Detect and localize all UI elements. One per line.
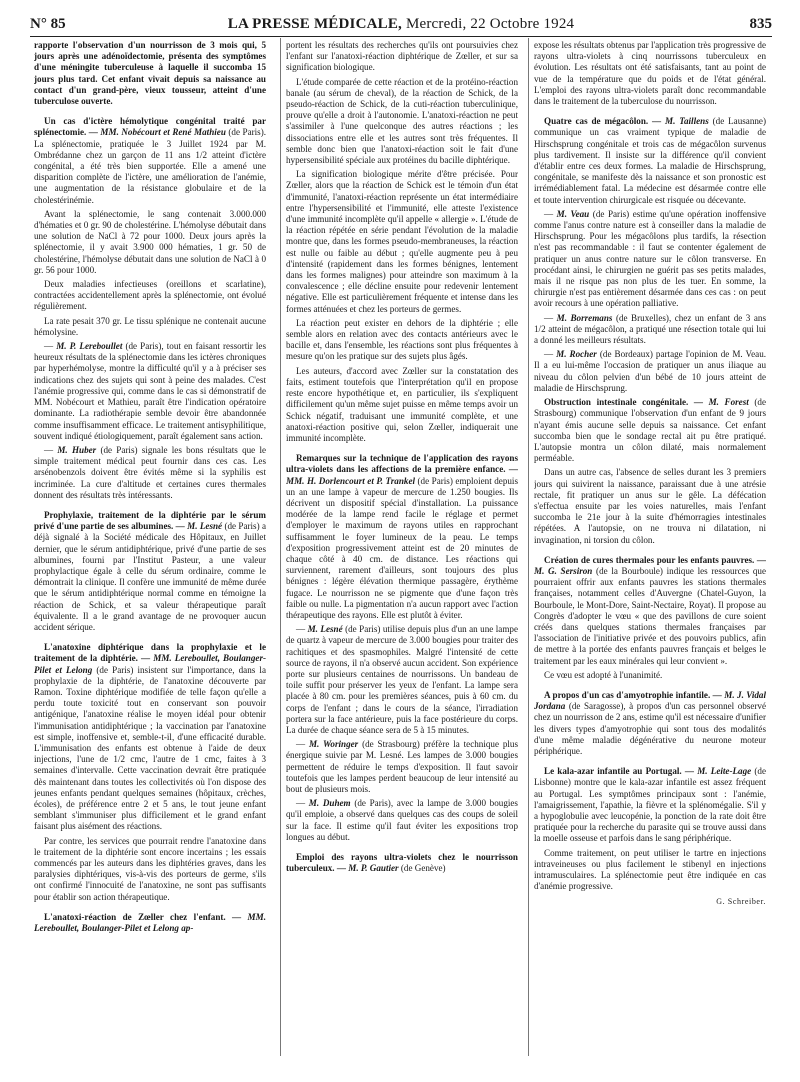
paragraph: — M. Woringer (de Strasbourg) préfère la technique plus énergique suivie par M. Lesné. Les lampes de 3.000 bougies permettent de réduire le temps d'exposition. Il faut savoir toutefois que les lampes perdent beaucoup de leur intensité au bout de plusieurs mois.	[286, 739, 518, 794]
journal-name: LA PRESSE MÉDICALE,	[227, 16, 403, 32]
section-kala-azar	[534, 766, 766, 844]
section-body: (de Paris) a déjà signalé à la Société médicale des Hôpitaux, en Juillet dernier, que le sérum antidiphtérique, privé d'une partie de ses albumines, fourni par l'Institut Pasteur, a une valeur prophylactique égale à celle du sérum ordinaire, comme le démontrait la clinique. Il confère une immunité de même durée que le sérum antidiphtérique normal comme en témoigne la réaction de Schick, et sa valeur thérapeutique paraît équivalente. Il a le grand avantage de ne provoquer aucun accident sérique.	[34, 521, 266, 632]
paragraph: portent les résultats des recherches qu'ils ont poursuivies chez l'enfant sur l'anatoxi-réaction diphtérique de Zœller, et sur sa signification biologique.	[286, 40, 518, 73]
paragraph: Les auteurs, d'accord avec Zœller sur la constatation des faits, estiment toutefois que l'interprétation qu'il en propose reste encore hypothétique et, en particulier, ils s'expliquent difficilement qu'un même sujet puisse en même temps avoir un Schick négatif, traduisant une immunité complète, et une anatoxi-réaction positive qui, selon Zœller, indiquerait une immunité incomplète.	[286, 365, 518, 443]
paragraph-body: (de Strasbourg) préfère la technique plus énergique suivie par M. Lesné. Les lampes de 3.000 bougies permettent de réduire le temps d'exposition. Il faut savoir toutefois que les lampes perdent beaucoup de leur intensité au bout de plusieurs mois.	[286, 739, 518, 794]
issue-number: N° 85	[30, 16, 66, 32]
paragraph: L'étude comparée de cette réaction et de la protéino-réaction banale (au sérum de cheval), de la réaction de Schick, de la pseudo-réaction de Schick, de la cuti-réaction tuberculinique, prouve qu'elle a droit à l'autonomie. L'anatoxi-réaction ne peut s'assimiler à l'une quelconque des autres réactions ; les dissociations entre elle et les autres sont très fréquentes. Il semble donc bien que l'anatoxi-réaction soit le fait d'une hypersensibilité spéciale aux protéines du bacille diphtérique.	[286, 76, 518, 166]
author-name: M. Lesné	[307, 624, 343, 635]
paragraph: Par contre, les services que pourrait rendre l'anatoxine dans le traitement de la diphtérie sont encore incertains ; les essais commencés par les auteurs dans les diphtéries graves, dans les paralysies diphtériques, vis-à-vis des porteurs de germe, s'ils ont confirmé l'innocuité de l'anatoxine, ne sont pas suffisants pour établir son action thérapeutique.	[34, 835, 266, 902]
paragraph-body: (de Bruxelles), chez un enfant de 3 ans 1/2 atteint de mégacôlon, a pratiqué une résection totale qui lui a donné les meilleurs résultats.	[534, 312, 766, 346]
paragraph: — M. Rocher (de Bordeaux) partage l'opinion de M. Veau. Il a eu lui-même l'occasion de pratiquer un anus iliaque au niveau du côlon pelvien d'un bébé de 10 jours atteint de maladie de Hirschsprung.	[534, 349, 766, 393]
page-number: 835	[749, 16, 772, 32]
paragraph: La réaction peut exister en dehors de la diphtérie ; elle semble alors en relation avec des contacts antérieurs avec le bacille et, dans l'ensemble, les réactions sont plus fréquentes à mesure qu'on les pratique sur des sujets plus âgés.	[286, 317, 518, 362]
paragraph: — M. Borremans (de Bruxelles), chez un enfant de 3 ans 1/2 atteint de mégacôlon, a pratiqué une résection totale qui lui a donné les meilleurs résultats.	[534, 312, 766, 346]
author-name: M. Borremans	[556, 312, 613, 323]
column-2	[286, 40, 518, 1060]
paragraph: — M. Lesné (de Paris) utilise depuis plus d'un an une lampe de quartz à vapeur de mercure de 3.000 bougies pour traiter des rachitiques et des spasmophiles. Malgré l'intensité de cette source de rayons, il n'a observé aucun accident. Son expérience porte sur plusieurs centaines de nourrissons. Un bandeau de toile suffit pour préserver les yeux de l'enfant. La lampe sera placée à 80 cm. pour les premières séances, puis à 60 cm. du corps de l'enfant ; dans le cours de la séance, l'irradiation portera sur la face antérieure, puis la face postérieure du corps. La durée de chaque séance sera de 5 à 15 minutes.	[286, 624, 518, 735]
paragraph-body: (de Paris), avec la lampe de 3.000 bougies qu'il emploie, a observé dans quelques cas des coups de soleil sur la face. Il estime qu'il faut éviter les expositions trop longues au début.	[286, 798, 518, 842]
section-title: Prophylaxie, traitement de la diphtérie par le sérum privé d'une partie de ses albumines. —	[34, 509, 266, 532]
author-name: M. P. Lereboullet	[56, 341, 123, 352]
section-body: (de Lausanne) communique un cas vraiment typique de maladie de Hirschsprung congénitale et trois cas de mégacôlon survenus plus tardivement. Il insiste sur la différence qu'il convient d'établir entre ces deux formes. La maladie de Hirschsprung, congénitale, se manifeste dès la naissance et son pronostic est irrémédiablement fatal. La médecine est désarmée contre elle et toute intervention chirurgicale est risquée ou décevante.	[534, 116, 766, 205]
section-authors: MM. Lereboullet, Boulanger-Pilet et Lelong	[34, 653, 266, 675]
paragraph: Ce vœu est adopté à l'unanimité.	[544, 669, 663, 680]
section-title: L'anatoxi-réaction de Zœller chez l'enfant. —	[44, 911, 242, 922]
section-ultra-violets	[286, 453, 518, 621]
paragraph-body: (de Paris) utilise depuis plus d'un an une lampe de quartz à vapeur de mercure de 3.000 bougies pour traiter des rachitiques et des spasmophiles. Malgré l'intensité de cette source de rayons, il n'a observé aucun accident. Son expérience porte sur plusieurs centaines de nourrissons. Un bandeau de toile suffit pour préserver les yeux de l'enfant. La lampe sera placée à 80 cm. pour les premières séances, puis à 60 cm. du corps de l'enfant ; dans le cours de la séance, l'irradiation portera sur la face antérieure, puis la face postérieure du corps. La durée de chaque séance sera de 5 à 15 minutes.	[286, 624, 518, 735]
section-authors: M. Lesné	[187, 521, 223, 532]
section-title: L'anatoxine diphtérique dans la prophylaxie et le traitement de la diphtérie. —	[34, 642, 266, 664]
paragraph: La rate pesait 370 gr. Le tissu splénique ne contenait aucune hémolysine.	[34, 315, 266, 337]
section-cures-thermales	[534, 555, 766, 667]
section-title: Obstruction intestinale congénitale. —	[544, 397, 703, 408]
section-title: Le kala-azar infantile au Portugal. —	[544, 766, 694, 777]
section-anatoxi-reaction	[34, 912, 266, 934]
author-name: M. Veau	[556, 208, 590, 219]
section-authors: M. J. Vidal Jordana	[534, 689, 766, 712]
section-anatoxine	[34, 642, 266, 832]
author-name: M. Rocher	[556, 349, 597, 360]
signature: G. Schreiber.	[716, 897, 766, 907]
section-amyotrophie	[534, 690, 766, 757]
section-body: (de Paris) insistent sur l'importance, dans la prophylaxie de la diphtérie, de l'anatoxine découverte par Ramon. Toxine diphtérique modifiée de telle façon qu'elle a perdu toute toxicité tout en conservant son pouvoir antigénique, l'anatoxine réalise le moyen idéal pour obtenir l'immunisation antidiphtérique ; la vaccination par l'anatoxine est simple, inoffensive et, semble-t-il, d'une efficacité durable. L'immunisation des enfants est obtenue à l'aide de deux injections, l'une de 1/2 cmc, l'autre de 1 cmc, faites à 3 semaines d'intervalle. Cette vaccination devrait être pratiquée dès maintenant dans toutes les collectivités où l'on dispose des jeunes enfants pendant quelques semaines (hôpitaux, crèches, écoles), de préférence entre 2 et 5 ans, le tout jeune enfant semblant s'immuniser plus difficilement et le grand enfant faisant plus aisément des réactions.	[34, 664, 266, 832]
section-authors: MM. Lereboullet, Boulanger-Pilet et Lelong ap-	[34, 911, 266, 934]
author-name: M. Duhem	[308, 798, 351, 809]
section-authors: M. Taillens	[665, 116, 709, 127]
paragraph: rapporte l'observation d'un nourrisson de 3 mois qui, 5 jours après une adénoïdectomie, présenta des symptômes d'une méningite tuberculeuse à laquelle il succomba 15 jours plus tard. Cet enfant vivait depuis sa naissance au contact d'un grand-père, vieux tousseur, atteint d'une tuberculose ouverte.	[34, 40, 266, 107]
section-authors: M. G. Sersiron	[534, 565, 593, 576]
column-divider-1	[280, 38, 281, 1056]
header-rule	[30, 36, 772, 37]
section-body: (de Paris). La splénectomie, pratiquée le 3 Juillet 1924 par M. Ombrédanne chez un garçon de 11 ans 1/2 atteint d'ictère congénital, a été très bien supportée. Elle a amené une disparition complète de l'ictère, une amélioration de l'anémie, une augmentation de la résistance globulaire et de la cholestérinémie.	[34, 127, 266, 205]
section-title: Emploi des rayons ultra-violets chez le nourrisson tuberculeux. —	[286, 852, 518, 874]
column-1	[34, 40, 266, 1060]
section-obstruction	[534, 397, 766, 464]
column-3	[534, 40, 766, 1060]
paragraph: La signification biologique mérite d'être précisée. Pour Zœller, alors que la réaction de Schick est le témoin d'un état d'immunité, l'anatoxi-réaction représente un état intermédiaire entre l'hypersensibilité et l'immunité, elle atteste l'existence d'une immunité incomplète qu'il appelle « allergie ». L'étude de la réaction répétée en série pendant l'évolution de la maladie montre que, dans les formes pseudo-membraneuses, la réaction est nulle ou faible au début ; qu'elle augmente peu à peu d'intensité (rapidement dans les formes bénignes, lentement dans les formes malignes) pour atteindre son maximum à la convalescence ; elle décline ensuite pour redevenir lentement négative. Elle est particulièrement fréquente et intense dans les formes atténuées et chez les porteurs de germes.	[286, 169, 518, 314]
author-name: M. Huber	[57, 444, 97, 455]
paragraph-body: (de Bordeaux) partage l'opinion de M. Veau. Il a eu lui-même l'occasion de pratiquer un anus iliaque au niveau du côlon pelvien d'un bébé de 10 jours atteint de maladie de Hirschsprung.	[534, 349, 766, 393]
paragraph: — M. Duhem (de Paris), avec la lampe de 3.000 bougies qu'il emploie, a observé dans quelques cas des coups de soleil sur la face. Il estime qu'il faut éviter les expositions trop longues au début.	[286, 798, 518, 842]
section-nourrisson-tuberculeux	[286, 852, 518, 874]
section-title: Création de cures thermales pour les enfants pauvres. —	[544, 554, 766, 565]
journal-title	[30, 16, 772, 33]
paragraph: — M. Veau (de Paris) estime qu'une opération inoffensive comme l'anus contre nature est à conseiller dans la maladie de Hirschsprung. Pour les mégacôlons plus tardifs, la résection n'est pas recommandable : il faut se contenter également de pratiquer un anus contre nature sur le côlon transverse. En procédant ainsi, le chirurgien ne guérit pas ses petits malades, mais il ne risque pas non plus de les tuer. En somme, la chirurgie n'est pas entièrement désarmée dans ces cas : on peut avoir recours à une opération palliative.	[534, 208, 766, 309]
section-authors: MM. Nobécourt et René Mathieu	[100, 127, 226, 138]
paragraph: Avant la splénectomie, le sang contenait 3.000.000 d'hématies et 0 gr. 90 de cholestérine. L'hémolyse débutait dans une solution de NaCl à 72 pour 1000. Deux jours après la splénectomie, il y avait 3.900 000 hématies, 1 gr. 50 de cholestérine, l'hémolyse débutait dans une solution de NaCl à 0 gr. 56 pour 1000.	[34, 208, 266, 275]
section-authors: M. P. Gautier	[348, 863, 399, 874]
section-body: (de Saragosse), à propos d'un cas personnel observé chez un nourrisson de 2 ans, estime qu'il est nécessaire d'unifier les divers types d'amyotrophie qui sont tous des modalités d'une même maladie dégénérative du neurone moteur périphérique.	[534, 701, 766, 756]
section-body: (de Genève)	[400, 863, 446, 874]
section-megacolon	[534, 116, 766, 206]
section-body: (de la Bourboule) indique les ressources que pourraient offrir aux enfants pauvres les stations thermales françaises, notamment celles d'Auvergne (Chatel-Guyon, la Bourboule, le Mont-Dore, Saint-Nectaire, Royat). Il propose au Congrès d'adopter le vœu « que des pavillons de cure soient créés dans quelques stations thermales françaises par l'association de l'initiative privée et des pouvoirs publics, afin de mettre à la portée des enfants pauvres français et belges le traitement par les eaux minérales qui leur convient ».	[534, 565, 766, 666]
paragraph: Deux maladies infectieuses (oreillons et scarlatine), contractées accidentellement après la splénectomie, ont évolué régulièrement.	[34, 279, 266, 312]
paragraph: Dans un autre cas, l'absence de selles durant les 3 premiers jours qui suivirent la naissance, paraissant due à une atrésie rectale, fit pratiquer un anus sur le gêle. La défécation s'effectua ensuite par les voies naturelles, mais l'enfant succomba le 21e jour à la suite d'hémorragies intestinales répétées. A l'autopsie, on ne trouva ni dilatation, ni invagination, ni torsion du côlon.	[534, 467, 766, 545]
section-title: A propos d'un cas d'amyotrophie infantile. —	[544, 689, 722, 700]
section-splenectomie	[34, 116, 266, 206]
paragraph-body: (de Paris) signale les bons résultats que le simple traitement médical peut fournir dans ces cas. Les arsénobenzols doivent être évités même si la syphilis est incriminée. La cure d'altitude et certaines cures thermales donnent des résultats très intéressants.	[34, 444, 266, 500]
paragraph: — M. Huber (de Paris) signale les bons résultats que le simple traitement médical peut fournir dans ces cas. Les arsénobenzols doivent être évités même si la syphilis est incriminée. La cure d'altitude et certaines cures thermales donnent des résultats très intéressants.	[34, 444, 266, 500]
column-divider-2	[528, 38, 529, 1056]
page-header	[30, 14, 772, 36]
issue-date: Mercredi, 22 Octobre 1924	[405, 16, 575, 32]
section-authors: M. Forest	[708, 397, 749, 408]
author-name: M. Woringer	[308, 739, 359, 750]
paragraph: — M. P. Lereboullet (de Paris), tout en faisant ressortir les heureux résultats de la splénectomie dans les ictères chroniques par hyperhémolyse, montre la difficulté qu'il y a à préciser ses indications chez des sujets qui sont à peine des malades. C'est l'anémie progressive qui, comme dans le cas si démonstratif de MM. Nobécourt et Mathieu, paraît être l'indication opératoire dominante. La radiothérapie semble devoir être abandonnée comme insuffisamment efficace. Le traitement antisyphilitique, souvent indiqué étiologiquement, paraît également sans action.	[34, 341, 266, 441]
paragraph: expose les résultats obtenus par l'application très progressive de rayons ultra-violets à cinq nourrissons tuberculeux en évolution. Les résultats ont été satisfaisants, tant au point de vue de la température que du poids et de l'état général. L'emploi des rayons ultra-violets paraît donc recommandable dans le traitement de la tuberculose du nourrisson.	[534, 40, 766, 107]
paragraph-body: (de Paris), tout en faisant ressortir les heureux résultats de la splénectomie dans les ictères chroniques par hyperhémolyse, montre la difficulté qu'il y a à préciser ses indications chez des sujets qui sont à peine des malades. C'est l'anémie progressive qui, comme dans le cas si démonstratif de MM. Nobécourt et Mathieu, paraît être l'indication opératoire dominante. La radiothérapie semble devoir être abandonnée comme insuffisamment efficace. Le traitement antisyphilitique, souvent indiqué étiologiquement, paraît également sans action.	[34, 341, 266, 441]
section-title: Quatre cas de mégacôlon. —	[544, 116, 662, 127]
section-authors: MM. H. Dorlencourt et P. Trankel	[286, 475, 416, 486]
paragraph-body: (de Paris) estime qu'une opération inoffensive comme l'anus contre nature est à conseiller dans la maladie de Hirschsprung. Pour les mégacôlons plus tardifs, la résection n'est pas recommandable : il faut se contenter également de pratiquer un anus contre nature sur le côlon transverse. En procédant ainsi, le chirurgien ne guérit pas ses petits malades, mais il ne risque pas non plus de les tuer. En somme, la chirurgie n'est pas entièrement désarmée dans ces cas : on peut avoir recours à une opération palliative.	[534, 208, 766, 309]
paragraph: Comme traitement, on peut utiliser le tartre en injections intraveineuses ou plus facilement le stibenyl en injections intramusculaires. La splénectomie peut être indiquée en cas d'anémie progressive.	[534, 847, 766, 892]
section-body: (de Lisbonne) montre que le kala-azar infantile est assez fréquent au Portugal. Les symptômes principaux sont : l'anémie, l'amaigrissement, l'apathie, la fièvre et la splénomégalie. S'il y a hypoglobulie avec leucopénie, la ponction de la rate doit être pratiquée pour la recherche du parasite qui se trouve aussi dans la moelle osseuse et parfois dans le sang périphérique.	[534, 766, 766, 844]
section-title: Un cas d'ictère hémolytique congénital traité par splénectomie. —	[34, 116, 266, 138]
section-authors: M. Leite-Lage	[697, 766, 752, 777]
section-body: (de Strasbourg) communique l'observation d'un enfant de 9 jours n'ayant émis aucune selle depuis sa naissance. Cet enfant succomba bien que le sondage rectal ait pu être pratiqué. L'autopsie montra un côlon dilaté, mais normalement perméable.	[534, 397, 766, 464]
section-body: (de Paris) emploient depuis un an une lampe à vapeur de mercure de 1.250 bougies. Ils décrivent un dispositif spécial d'installation. La puissance modérée de la lampe rend facile le réglage et permet d'employer le maximum de rayons utiles en rapprochant suffisamment le foyer lumineux de la peau. Le temps d'exposition progressivement atteint est de 20 minutes de chaque côté à 40 cm. de distance. Les réactions qui surviennent, rarement d'ailleurs, sont toujours des plus bénignes : légère élévation thermique passagère, érythème fugace. Le nourrisson ne se pigmente que d'une façon très faible ou nulle. La pigmentation n'a aucun rapport avec l'action thérapeutique des rayons. Elle est plutôt à éviter.	[286, 475, 518, 620]
section-title: Remarques sur la technique de l'application des rayons ultra-violets dans les affections de la première enfance. —	[286, 453, 518, 475]
section-prophylaxie	[34, 510, 266, 633]
